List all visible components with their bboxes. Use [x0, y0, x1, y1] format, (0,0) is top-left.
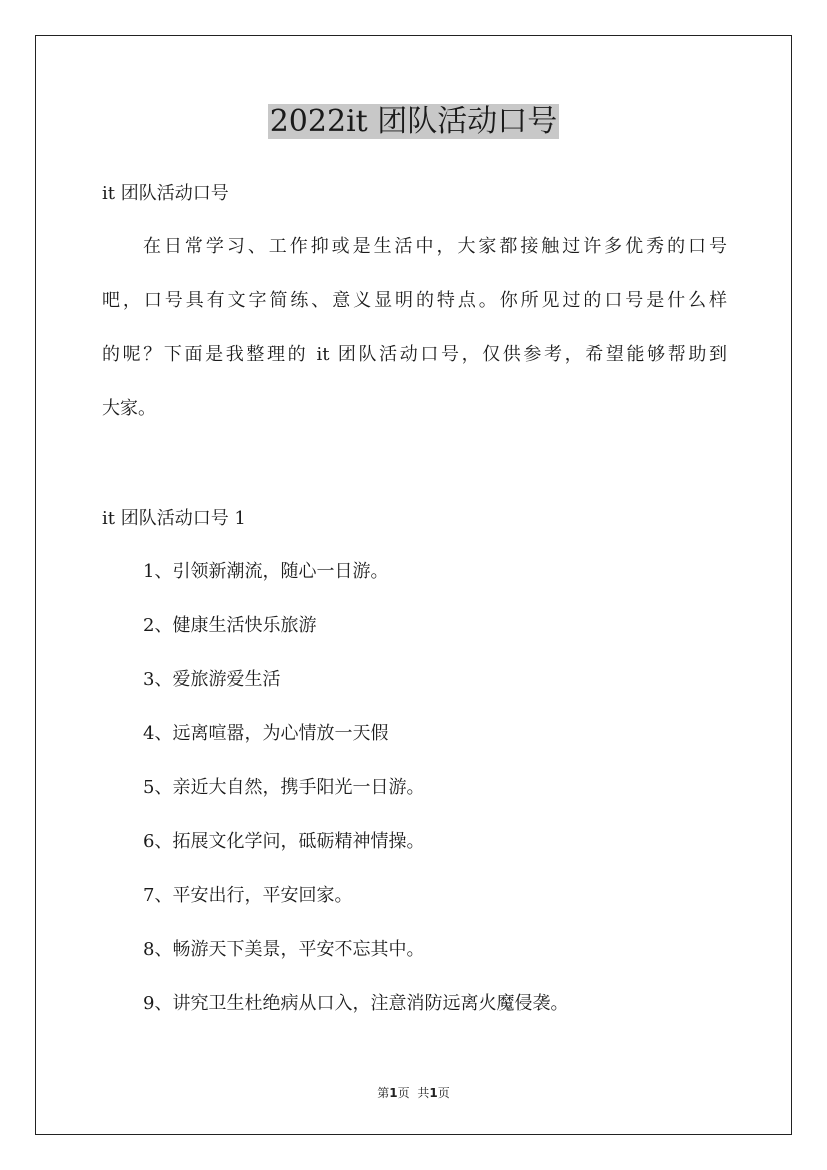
- footer-text: 第: [377, 1086, 390, 1100]
- page-footer: [0, 1084, 827, 1101]
- section-heading: it 团队活动口号 1: [102, 508, 246, 529]
- intro-line: 大家。: [102, 398, 156, 419]
- slogan-item: 4、远离喧嚣，为心情放一天假: [143, 723, 389, 744]
- total-pages: 1: [429, 1086, 438, 1100]
- slogan-item: 2、健康生活快乐旅游: [143, 615, 317, 636]
- footer-text: 页: [437, 1086, 450, 1100]
- slogan-item: 8、畅游天下美景，平安不忘其中。: [143, 939, 425, 960]
- slogan-item: 3、爱旅游爱生活: [143, 669, 281, 690]
- intro-line: 吧，口号具有文字简练、意义显明的特点。你所见过的口号是什么样: [102, 290, 727, 311]
- footer-text: 共: [417, 1086, 430, 1100]
- intro-paragraph: [102, 235, 727, 451]
- slogan-item: 1、引领新潮流，随心一日游。: [143, 561, 389, 582]
- subtitle: it 团队活动口号: [102, 183, 229, 204]
- page-number: 1: [389, 1086, 398, 1100]
- slogan-item: 6、拓展文化学问，砥砺精神情操。: [143, 831, 425, 852]
- slogan-item: 5、亲近大自然，携手阳光一日游。: [143, 777, 425, 798]
- slogan-item: 9、讲究卫生杜绝病从口入，注意消防远离火魔侵袭。: [143, 993, 569, 1014]
- intro-line: 在日常学习、工作抑或是生活中，大家都接触过许多优秀的口号: [143, 236, 727, 257]
- intro-line: 的呢？下面是我整理的 it 团队活动口号，仅供参考，希望能够帮助到: [102, 344, 727, 365]
- slogan-item: 7、平安出行，平安回家。: [143, 885, 353, 906]
- footer-text: 页: [397, 1086, 410, 1100]
- document-title: 2022it 团队活动口号: [269, 104, 558, 139]
